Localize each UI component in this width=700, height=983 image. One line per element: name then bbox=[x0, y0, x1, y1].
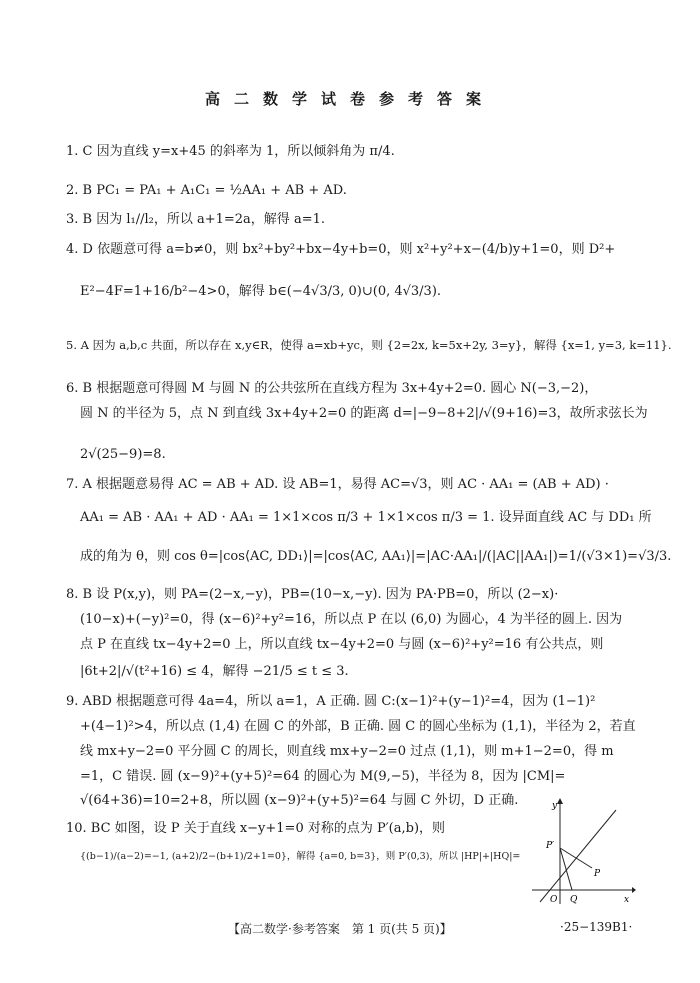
label-p-prime: P′ bbox=[546, 841, 555, 851]
footer-page-info: 【高二数学·参考答案 第 1 页(共 5 页)】 bbox=[228, 922, 452, 936]
answer-line: 3. B 因为 l₁//l₂，所以 a+1=2a，解得 a=1. bbox=[66, 212, 325, 227]
answer-line: 圆 N 的半径为 5，点 N 到直线 3x+4y+2=0 的距离 d=|−9−8+2|/√(9+16)=3，故所求弦长为 bbox=[80, 406, 648, 421]
answer-line: 7. A 根据题意易得 AC = AB + AD. 设 AB=1，易得 AC=√3，则 AC · AA₁ = (AB + AD) · bbox=[66, 477, 609, 492]
x-arrow-icon bbox=[632, 887, 636, 893]
page-title: 高二数学试卷参考答案 bbox=[204, 90, 495, 108]
answer-line: =1，C 错误. 圆 (x−9)²+(y+5)²=64 的圆心为 M(9,−5)，半径为 8，因为 |CM|= bbox=[80, 769, 566, 784]
answer-line: 成的角为 θ，则 cos θ=|cos⟨AC, DD₁⟩|=|cos⟨AC, AA₁⟩|=|AC·AA₁|/(|AC||AA₁|)=1/(√3×1)=√3/3. bbox=[80, 549, 672, 564]
answer-line: 4. D 依题意可得 a=b≠0，则 bx²+by²+bx−4y+b=0，则 x²+y²+x−(4/b)y+1=0，则 D²+ bbox=[66, 242, 616, 257]
answer-line: |6t+2|/√(t²+16) ≤ 4，解得 −21/5 ≤ t ≤ 3. bbox=[80, 664, 349, 679]
answer-line: 8. B 设 P(x,y)，则 PA=(2−x,−y)，PB=(10−x,−y). 因为 PA·PB=0，所以 (2−x)· bbox=[66, 587, 559, 602]
footer-code: ·25−139B1· bbox=[560, 920, 633, 934]
answer-line: +(4−1)²>4，所以点 (1,4) 在圆 C 的外部，B 正确. 圆 C 的圆心坐标为 (1,1)，半径为 2，若直 bbox=[80, 719, 636, 734]
answer-line: √(64+36)=10=2+8，所以圆 (x−9)²+(y+5)²=64 与圆 C 外切，D 正确. bbox=[80, 793, 519, 808]
answer-line: (10−x)+(−y)²=0，得 (x−6)²+y²=16，所以点 P 在以 (6,0) 为圆心，4 为半径的圆上. 因为 bbox=[80, 612, 623, 627]
answer-line: 6. B 根据题意可得圆 M 与圆 N 的公共弦所在直线方程为 3x+4y+2=0. 圆心 N(−3,−2)， bbox=[66, 381, 598, 396]
axis-label-x: x bbox=[624, 895, 630, 905]
answer-line: 5. A 因为 a,b,c 共面，所以存在 x,y∈R，使得 a=xb+yc，则 {2=2x, k=5x+2y, 3=y}，解得 {x=1, y=3, k=11}. bbox=[66, 338, 672, 352]
label-p: P bbox=[594, 869, 601, 879]
reflection-line bbox=[540, 810, 616, 902]
answer-line: 点 P 在直线 tx−4y+2=0 上，所以直线 tx−4y+2=0 与圆 (x−6)²+y²=16 有公共点，则 bbox=[80, 637, 604, 652]
answer-line: 9. ABD 根据题意可得 4a=4，所以 a=1，A 正确. 圆 C:(x−1)²+(y−1)²=4，因为 (1−1)² bbox=[66, 694, 596, 709]
answer-line: E²−4F=1+16/b²−4>0，解得 b∈(−4√3/3, 0)∪(0, 4√3/3). bbox=[80, 284, 442, 299]
label-o: O bbox=[550, 895, 558, 905]
y-arrow-icon bbox=[557, 798, 563, 804]
answer-line: 10. BC 如图，设 P 关于直线 x−y+1=0 对称的点为 P′(a,b)，则 bbox=[66, 821, 446, 836]
answer-line: 2√(25−9)=8. bbox=[80, 447, 166, 462]
label-q: Q bbox=[570, 895, 578, 905]
axis-label-y: y bbox=[552, 801, 558, 811]
answer-line: 线 mx+y−2=0 平分圆 C 的周长，则直线 mx+y−2=0 过点 (1,1)，则 m+1−2=0，得 m bbox=[80, 744, 614, 759]
answer-line: AA₁ = AB · AA₁ + AD · AA₁ = 1×1×cos π/3 + 1×1×cos π/3 = 1. 设异面直线 AC 与 DD₁ 所 bbox=[80, 510, 652, 525]
figure-coordinate-diagram bbox=[532, 798, 636, 906]
answer-line: 1. C 因为直线 y=x+45 的斜率为 1，所以倾斜角为 π/4. bbox=[66, 144, 395, 159]
answer-line: 2. B PC₁ = PA₁ + A₁C₁ = ½AA₁ + AB + AD. bbox=[66, 183, 347, 198]
answer-line: {(b−1)/(a−2)=−1, (a+2)/2−(b+1)/2+1=0}，解得 {a=0, b=3}，则 P′(0,3)，所以 |HP|+|HQ|= bbox=[80, 851, 521, 862]
